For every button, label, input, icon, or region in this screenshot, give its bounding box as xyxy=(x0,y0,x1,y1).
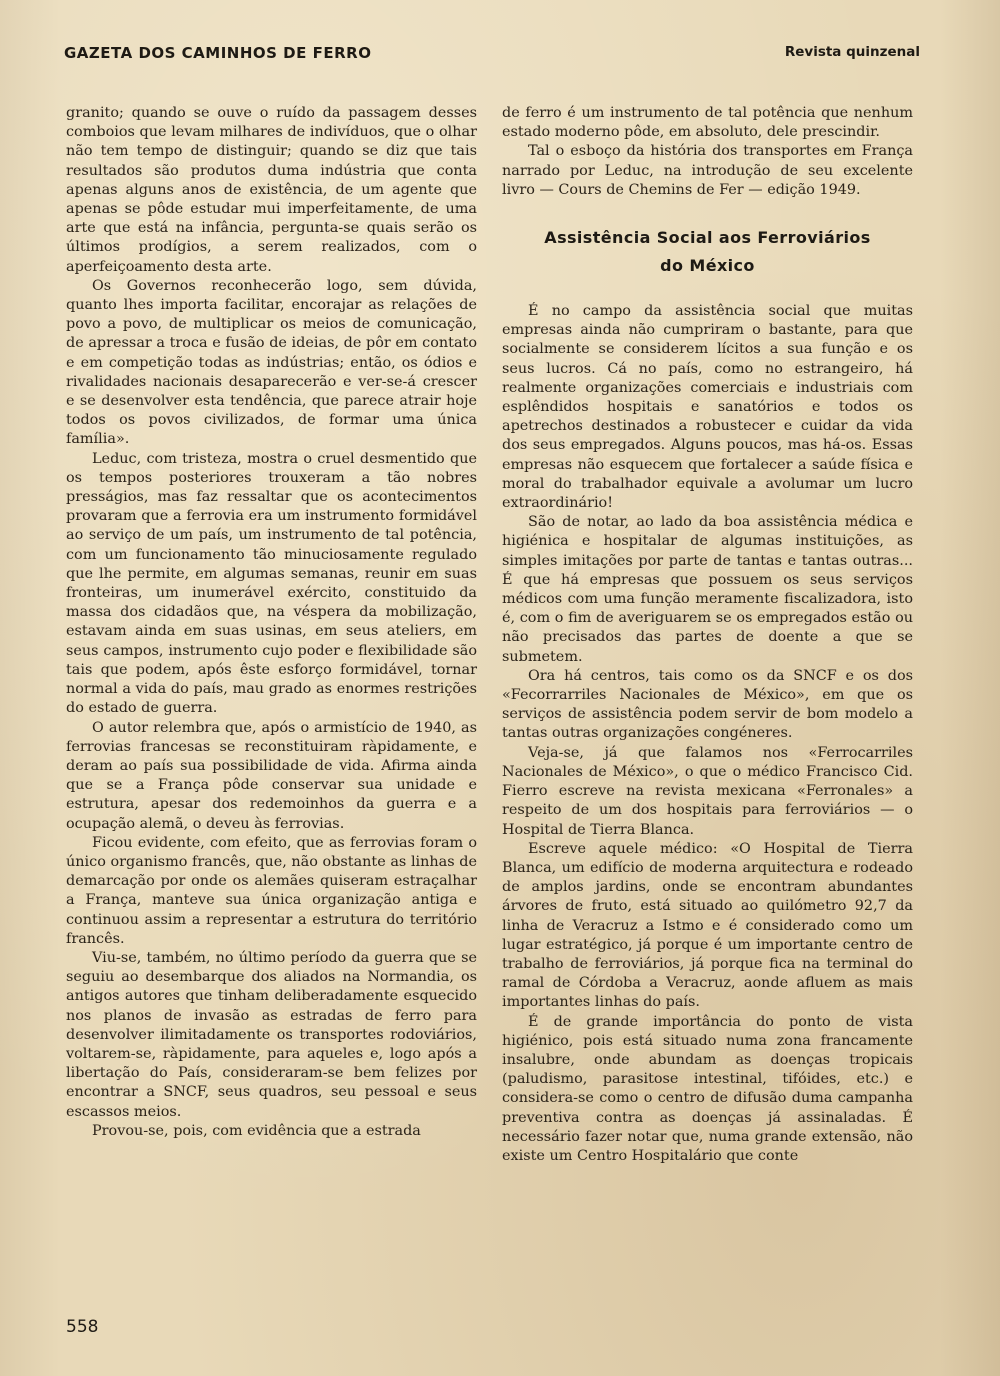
right-column xyxy=(502,104,913,1166)
left-column xyxy=(66,104,477,1141)
section-heading-line: Assistência Social aos Ferroviários xyxy=(544,228,871,248)
page-number: 558 xyxy=(66,1317,99,1337)
paragraph: Tal o esboço da história dos transportes em França narrado por Leduc, na introdução de seu excelente livro — Cours de Chemins de Fer — edição 1949. xyxy=(502,143,913,198)
paragraph: Leduc, com tristeza, mostra o cruel desmentido que os tempos posteriores trouxeram a tão nobres presságios, mas faz ressaltar que os acontecimentos provaram que a ferrovia era um instrumento formidável ao serviço de um país, um instrumento de tal potência, com um funcionamento tão minuciosamente regulado que lhe permite, em algumas semanas, reunir em suas fronteiras, um inumerável exército, constituido da massa dos cidadãos que, na véspera da mobilização, estavam ainda em suas usinas, em seus ateliers, em seus campos, instrumento cujo poder e flexibilidade são tais que podem, após êste esforço formidável, tornar normal a vida do país, mau grado as enormes restrições do estado de guerra. xyxy=(66,450,477,717)
publication-title: GAZETA DOS CAMINHOS DE FERRO xyxy=(64,44,372,62)
paragraph: São de notar, ao lado da boa assistência médica e higiénica e hospitalar de algumas instituições, as simples imitações por parte de tantas e tantas outras... É que há empresas que possuem os seus serviços médicos com uma função meramente fiscalizadora, isto é, com o fim de averiguarem se os empregados estão ou não precisados das partes de doente a que se submetem. xyxy=(502,514,913,665)
paragraph: O autor relembra que, após o armistício de 1940, as ferrovias francesas se reconstituiram ràpidamente, e deram ao país sua possibilidade de vida. Afirma ainda que se a França pôde conservar sua unidade e estrutura, apesar dos redemoinhos da guerra e a ocupação alemã, o deveu às ferrovias. xyxy=(66,719,477,832)
paragraph: É no campo da assistência social que muitas empresas ainda não cumpriram o bastante, para que socialmente se considerem lícitos a sua função e os seus lucros. Cá no país, como no estrangeiro, há realmente organizações comerciais e industriais com esplêndidos hospitais e sanatórios e todos os apetrechos destinados a robustecer e cuidar da vida dos seus empregados. Alguns poucos, mas há-os. Essas empresas não esquecem que fortalecer a saúde física e moral do trabalhador equivale a avolumar um lucro extraordinário! xyxy=(502,303,913,512)
paragraph: granito; quando se ouve o ruído da passagem desses comboios que levam milhares de indivíduos, que o olhar não tem tempo de distinguir; quando se diz que tais resultados são produtos duma indústria que conta apenas alguns anos de existência, de um agente que apenas se pôde estudar mui imperfeitamente, de uma arte que está na infância, pergunta-se quais serão os últimos prodígios, a serem realizados, com o aperfeiçoamento desta arte. xyxy=(66,105,477,275)
paragraph: Ora há centros, tais como os da SNCF e os dos «Fecorrarriles Nacionales de México», em que os serviços de assistência podem servir de bom modelo a tantas outras organizações congéneres. xyxy=(502,667,913,742)
section-heading-line: do México xyxy=(660,256,755,276)
paragraph: Viu-se, também, no último período da guerra que se seguiu ao desembarque dos aliados na Normandia, os antigos autores que tinham deliberadamente esquecido nos planos de invasão as estradas de ferro para desenvolver ilimitadamente os transportes rodoviários, voltarem-se, ràpidamente, para aqueles e, logo após a libertação do País, consideraram-se bem felizes por encontrar a SNCF, seus quadros, seu pessoal e seus escassos meios. xyxy=(66,949,477,1120)
paragraph: Provou-se, pois, com evidência que a estrada xyxy=(92,1122,421,1139)
paragraph: É de grande importância do ponto de vista higiénico, pois está situado numa zona francamente insalubre, onde abundam as doenças tropicais (paludismo, parasitose intestinal, tifóides, etc.) e considera-se como o centro de difusão duma campanha preventiva contra as doenças já assinaladas. É necessário fazer notar que, numa grande extensão, não existe um Centro Hospitalário que conte xyxy=(502,1013,913,1164)
paragraph: Escreve aquele médico: «O Hospital de Tierra Blanca, um edifício de moderna arquitectura e rodeado de amplos jardins, onde se encontram abundantes árvores de fruto, está situado ao quilómetro 92,7 da linha de Veracruz a Istmo e é considerado como um lugar estratégico, já porque é um importante centro de trabalho de ferroviários, já porque fica na terminal do ramal de Córdoba a Veracruz, aonde afluem as mais importantes linhas do país. xyxy=(502,840,913,1011)
section-heading xyxy=(502,224,913,280)
paragraph: Ficou evidente, com efeito, que as ferrovias foram o único organismo francês, que, não obstante as linhas de demarcação por onde os alemães quiseram estraçalhar a França, manteve sua única organização antiga e continuou assim a representar a estrutura do território francês. xyxy=(66,834,477,947)
paragraph: Os Governos reconhecerão logo, sem dúvida, quanto lhes importa facilitar, encorajar as relações de povo a povo, de multiplicar os meios de comunicação, de apressar a troca e fusão de ideias, de pôr em contato e em competição todas as indústrias; então, os ódios e rivalidades nacionais desaparecerão e ver-se-á crescer e se desenvolver esta tendência, que parece atrair hoje todos os povos civilizados, de formar uma única família». xyxy=(66,277,477,448)
paragraph: de ferro é um instrumento de tal potência que nenhum estado moderno pôde, em absoluto, dele prescindir. xyxy=(502,105,913,141)
publication-subtitle: Revista quinzenal xyxy=(784,44,920,60)
paragraph: Veja-se, já que falamos nos «Ferrocarriles Nacionales de México», o que o médico Francisco Cid. Fierro escreve na revista mexicana «Ferronales» a respeito de um dos hospitais para ferroviários — o Hospital de Tierra Blanca. xyxy=(502,744,913,838)
